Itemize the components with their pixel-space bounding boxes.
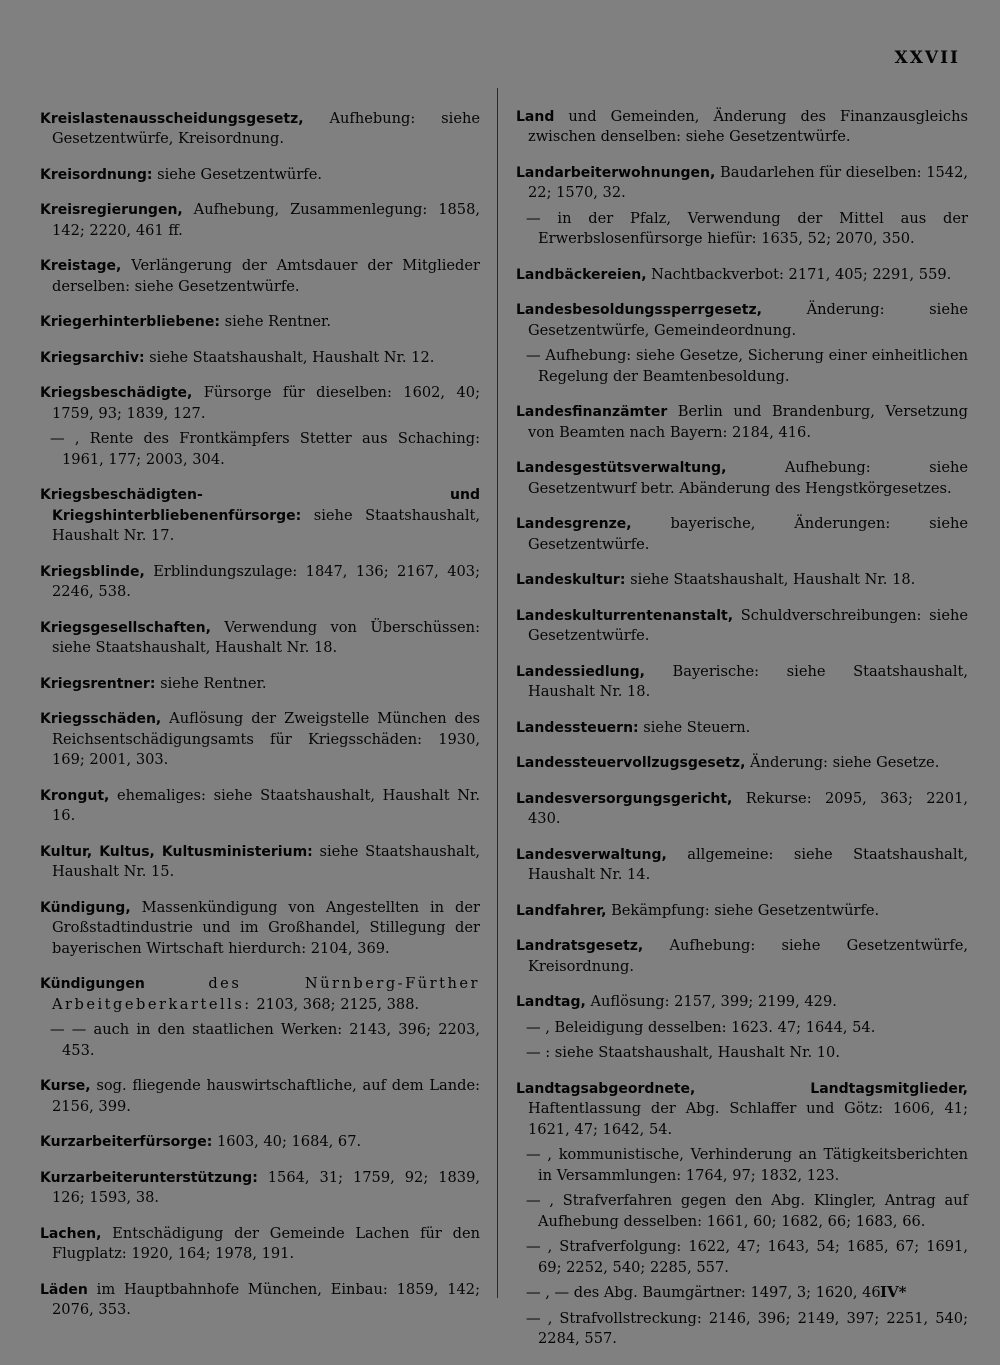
index-entry: [40, 709, 480, 771]
index-column-left: [40, 94, 480, 1336]
index-column-right: [516, 92, 968, 1365]
index-entry: [40, 1280, 480, 1321]
index-headword: Kurse,: [40, 1078, 91, 1095]
index-entry: [516, 718, 968, 739]
index-headword: Kriegsrentner:: [40, 675, 156, 692]
index-entry: [516, 789, 968, 830]
index-references: sog. fliegende hauswirtschaftliche, auf dem Lande: 2156, 399.: [52, 1077, 480, 1115]
index-subentry: — , Strafverfahren gegen den Abg. Klingler, Antrag auf Aufhebung desselben: 1661, 60; 1682, 66; 1683, 66.: [526, 1192, 968, 1230]
index-references: im Hauptbahnhofe München, Einbau: 1859, 142; 2076, 353.: [52, 1280, 480, 1319]
index-references: ehemaliges: siehe Staatshaushalt, Haushalt Nr. 16.: [52, 786, 480, 825]
index-entry: [40, 674, 480, 695]
index-references: Aufhebung, Zusammenlegung: 1858, 142; 2220, 461 ff.: [52, 201, 480, 239]
index-entry: [40, 786, 480, 827]
index-headword: Kriegsgesellschaften,: [40, 619, 211, 636]
index-headword: Landeskultur:: [516, 572, 626, 589]
index-headword: Landesverwaltung,: [516, 846, 667, 863]
spaced-text: des Nürnberg-Fürther Arbeitgeberkartells:: [52, 975, 480, 1013]
index-references: bayerische, Änderungen: siehe Gesetzentwürfe.: [528, 515, 968, 553]
index-entry: [516, 753, 968, 774]
index-entry: [40, 1132, 480, 1153]
column-divider: [497, 88, 498, 1298]
index-headword: Landratsgesetz,: [516, 938, 644, 955]
index-headword: Landarbeiterwohnungen,: [516, 164, 716, 181]
index-references: Nachtbackverbot: 2171, 405; 2291, 559.: [646, 265, 952, 283]
page-number: XXVII: [894, 48, 960, 68]
index-references: Änderung: siehe Gesetzentwürfe, Gemeindeordnung.: [528, 301, 968, 339]
index-headword: Landfahrer,: [516, 902, 607, 919]
index-headword: Kriegsblinde,: [40, 563, 145, 580]
index-headword: Kündigung,: [40, 899, 131, 916]
index-references: 2103, 368; 2125, 388.: [251, 995, 420, 1013]
index-headword: Kurzarbeiterunterstützung:: [40, 1169, 258, 1186]
index-headword: Kriegsarchiv:: [40, 349, 145, 366]
index-references: Fürsorge für dieselben: 1602, 40; 1759, 93; 1839, 127.: [52, 384, 480, 422]
index-entry: [40, 974, 480, 1015]
index-entry: [516, 936, 968, 977]
index-references: Verlängerung der Amtsdauer der Mitglieder derselben: siehe Gesetzentwürfe.: [52, 257, 480, 295]
index-references: siehe Staatshaushalt, Haushalt Nr. 15.: [52, 842, 480, 881]
index-headword: Kreisregierungen,: [40, 202, 183, 219]
index-subentry: — Aufhebung: siehe Gesetze, Sicherung einer einheitlichen Regelung der Beamtenbesoldung.: [526, 347, 968, 385]
index-references: siehe Staatshaushalt, Haushalt Nr. 12.: [144, 348, 435, 366]
index-references: und Gemeinden, Änderung des Finanzausgleichs zwischen denselben: siehe Gesetzentwürfe.: [528, 107, 968, 146]
index-references: Änderung: siehe Gesetze.: [745, 754, 940, 772]
index-entry: [40, 485, 480, 547]
index-references: Auflösung der Zweigstelle München des Reichsentschädigungsamts für Kriegsschäden: 1930, 169; 2001, 303.: [52, 710, 480, 769]
index-references: Aufhebung: siehe Gesetzentwürfe, Kreisordnung.: [52, 109, 480, 148]
index-entry: [516, 163, 968, 204]
index-references: Entschädigung der Gemeinde Lachen für den Flugplatz: 1920, 164; 1978, 191.: [52, 1224, 480, 1263]
index-references: Schuldverschreibungen: siehe Gesetzentwürfe.: [528, 606, 968, 645]
index-subentry: — , Beleidigung desselben: 1623. 47; 1644, 54.: [526, 1018, 876, 1036]
index-references: Erblindungszulage: 1847, 136; 2167, 403; 2246, 538.: [52, 562, 480, 601]
index-entry: [516, 606, 968, 647]
index-references: siehe Staatshaushalt, Haushalt Nr. 17.: [52, 506, 480, 545]
index-headword: Landesfinanzämter: [516, 404, 668, 421]
index-headword: Kultur, Kultus, Kultusministerium:: [40, 843, 313, 860]
index-entry: [40, 312, 480, 333]
index-headword: Kurzarbeiterfürsorge:: [40, 1134, 213, 1151]
index-references: allgemeine: siehe Staatshaushalt, Haushalt Nr. 14.: [528, 845, 968, 884]
index-headword: Landtagsabgeordnete, Landtagsmitglieder,: [516, 1080, 968, 1097]
index-references: 1564, 31; 1759, 92; 1839, 126; 1593, 38.: [52, 1168, 480, 1207]
index-subentry: — , Strafvollstreckung: 2146, 396; 2149, 397; 2251, 540; 2284, 557.: [526, 1309, 968, 1348]
index-references: Berlin und Brandenburg, Versetzung von Beamten nach Bayern: 2184, 416.: [528, 403, 968, 441]
index-headword: Landtag,: [516, 994, 586, 1011]
index-entry: [40, 1168, 480, 1209]
index-entry: [40, 842, 480, 883]
index-headword: Kriegsbeschädigte,: [40, 385, 193, 402]
index-headword: Kriegsbeschädigten- und Kriegshinterbliebenenfürsorge:: [40, 487, 480, 524]
index-headword: Krongut,: [40, 787, 110, 804]
index-references: Haftentlassung der Abg. Schlaffer und Götz: 1606, 41; 1621, 47; 1642, 54.: [528, 1100, 968, 1138]
index-entry: [40, 383, 480, 424]
index-entry: [40, 256, 480, 297]
index-entry: [516, 992, 968, 1013]
index-headword: Landesgestütsverwaltung,: [516, 460, 727, 477]
index-headword: Lachen,: [40, 1225, 102, 1242]
index-entry: [516, 514, 968, 555]
index-entry: [516, 901, 968, 922]
index-entry: [516, 300, 968, 341]
index-references: siehe Rentner.: [219, 313, 332, 331]
index-headword: Kriegsschäden,: [40, 711, 162, 728]
index-headword: Kreisordnung:: [40, 166, 153, 183]
index-headword: Landeskulturrentenanstalt,: [516, 607, 734, 624]
index-entry: [40, 1224, 480, 1265]
index-references: Bayerische: siehe Staatshaushalt, Haushalt Nr. 18.: [528, 662, 968, 701]
index-headword: Landesbesoldungssperrgesetz,: [516, 302, 762, 319]
index-headword: Kreistage,: [40, 258, 122, 275]
index-references: siehe Gesetzentwürfe.: [152, 165, 322, 183]
index-headword: Land: [516, 108, 555, 125]
index-headword: Landessteuern:: [516, 719, 639, 736]
index-references: Auflösung: 2157, 399; 2199, 429.: [585, 993, 837, 1011]
index-entry: [516, 845, 968, 886]
index-references: Bekämpfung: siehe Gesetzentwürfe.: [606, 901, 880, 919]
index-entry: [40, 1076, 480, 1117]
index-references: siehe Staatshaushalt, Haushalt Nr. 18.: [625, 571, 916, 589]
index-entry: [40, 562, 480, 603]
sheet-signature: IV*: [880, 1283, 907, 1301]
index-headword: Kündigungen: [40, 976, 145, 993]
index-headword: Landessiedlung,: [516, 663, 645, 680]
index-entry: [516, 107, 968, 148]
index-subentry: — , kommunistische, Verhinderung an Tätigkeitsberichten in Versammlungen: 1764, 97; 1832, 123.: [526, 1146, 968, 1184]
index-headword: Kriegerhinterbliebene:: [40, 314, 220, 331]
index-headword: Landesgrenze,: [516, 516, 632, 533]
index-subentry: — — auch in den staatlichen Werken: 2143, 396; 2203, 453.: [50, 1021, 480, 1059]
index-headword: Läden: [40, 1281, 88, 1298]
index-entry: [516, 458, 968, 499]
index-entry: [40, 109, 480, 150]
index-references: Massenkündigung von Angestellten in der Großstadtindustrie und im Großhandel, Stillegung der bayerischen Wirtschaft hierdurch: 2104, 369.: [52, 898, 480, 957]
index-subentry: — , Strafverfolgung: 1622, 47; 1643, 54; 1685, 67; 1691, 69; 2252, 540; 2285, 557.: [526, 1238, 968, 1276]
index-entry: [40, 898, 480, 960]
index-entry: [40, 348, 480, 369]
index-references: siehe Rentner.: [155, 674, 267, 692]
index-entry: [516, 265, 968, 286]
index-references: Aufhebung: siehe Gesetzentwurf betr. Abänderung des Hengstkörgesetzes.: [528, 459, 968, 497]
index-subentry: — in der Pfalz, Verwendung der Mittel aus der Erwerbslosenfürsorge hiefür: 1635, 52; 2070, 350.: [526, 209, 968, 248]
index-references: 1603, 40; 1684, 67.: [212, 1133, 362, 1151]
index-headword: Landesversorgungsgericht,: [516, 790, 733, 807]
index-headword: Landessteuervollzugsgesetz,: [516, 755, 746, 772]
index-references: Rekurse: 2095, 363; 2201, 430.: [528, 789, 968, 828]
index-references: Aufhebung: siehe Gesetzentwürfe, Kreisordnung.: [528, 937, 968, 975]
index-entry: [516, 1079, 968, 1141]
index-references: Verwendung von Überschüssen: siehe Staatshaushalt, Haushalt Nr. 18.: [52, 618, 480, 657]
index-entry: [40, 165, 480, 186]
index-entry: [516, 570, 968, 591]
index-subentry: — : siehe Staatshaushalt, Haushalt Nr. 10.: [526, 1044, 840, 1062]
index-subentry: — , Rente des Frontkämpfers Stetter aus Schaching: 1961, 177; 2003, 304.: [50, 430, 480, 468]
index-headword: Kreislastenausscheidungsgesetz,: [40, 110, 304, 127]
index-entry: [40, 618, 480, 659]
index-entry: [40, 200, 480, 241]
index-headword: Landbäckereien,: [516, 266, 647, 283]
index-entry: [516, 402, 968, 443]
index-references: siehe Steuern.: [638, 718, 751, 736]
index-references: Baudarlehen für dieselben: 1542, 22; 1570, 32.: [528, 163, 968, 202]
index-subentry: — , — des Abg. Baumgärtner: 1497, 3; 1620, 46.: [526, 1284, 886, 1302]
index-entry: [516, 662, 968, 703]
